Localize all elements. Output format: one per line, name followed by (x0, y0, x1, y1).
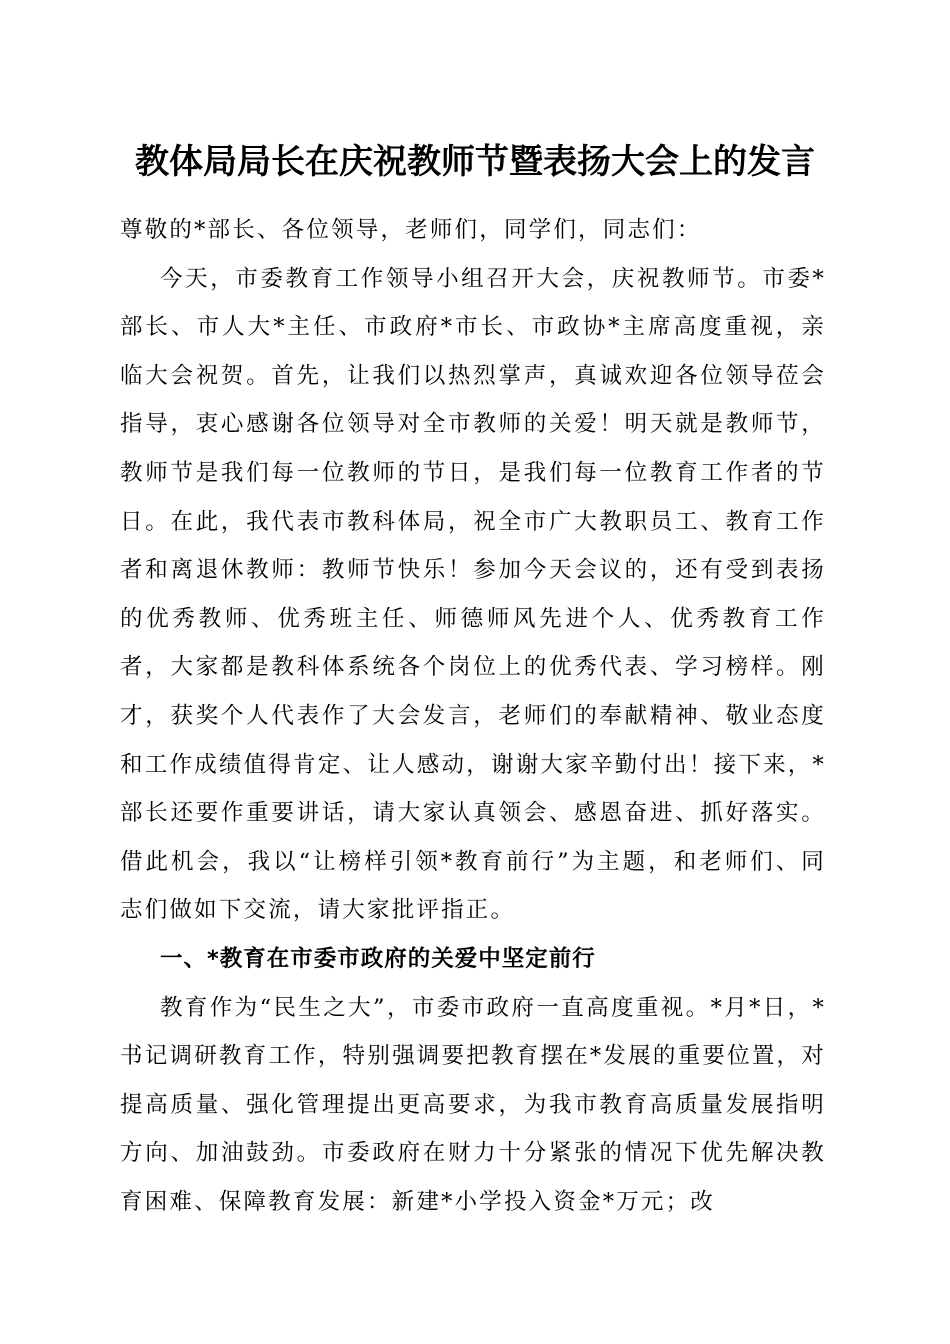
salutation: 尊敬的*部长、各位领导，老师们，同学们，同志们： (120, 217, 702, 243)
document-body (120, 206, 826, 1226)
section-heading-1: 一、*教育在市委市政府的关爱中坚定前行 (160, 945, 596, 972)
paragraph-section-1: 教育作为“民生之大”，市委市政府一直高度重视。*月*日，*书记调研教育工作，特别强调要把教育摆在*发展的重要位置，对提高质量、强化管理提出更高要求，为我市教育高质量发展指明方向、加油鼓劲。市委政府在财力十分紧张的情况下优先解决教育困难、保障教育发展：新建*小学投入资金*万元；改 (120, 994, 826, 1215)
document-title: 教体局局长在庆祝教师节暨表扬大会上的发言 (135, 142, 815, 182)
paragraph-opening: 今天，市委教育工作领导小组召开大会，庆祝教师节。市委*部长、市人大*主任、市政府*市长、市政协*主席高度重视，亲临大会祝贺。首先，让我们以热烈掌声，真诚欢迎各位领导莅会指导，衷心感谢各位领导对全市教师的关爱！明天就是教师节，教师节是我们每一位教师的节日，是我们每一位教育工作者的节日。在此，我代表市教科体局，祝全市广大教职员工、教育工作者和离退休教师：教师节快乐！参加今天会议的，还有受到表扬的优秀教师、优秀班主任、师德师风先进个人、优秀教育工作者，大家都是教科体系统各个岗位上的优秀代表、学习榜样。刚才，获奖个人代表作了大会发言，老师们的奉献精神、敬业态度和工作成绩值得肯定、让人感动，谢谢大家辛勤付出！接下来，*部长还要作重要讲话，请大家认真领会、感恩奋进、抓好落实。借此机会，我以“让榜样引领*教育前行”为主题，和老师们、同志们做如下交流，请大家批评指正。 (120, 265, 826, 924)
